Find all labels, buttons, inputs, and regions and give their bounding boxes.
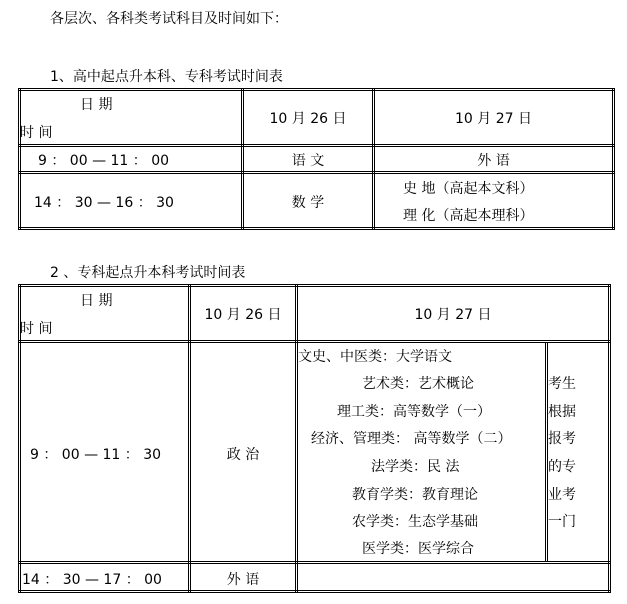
table2-subject-item: 理工类：高等数学（一） <box>337 404 491 420</box>
table2-border <box>18 561 611 562</box>
table1-border <box>18 173 615 174</box>
table2-border <box>18 342 611 343</box>
table2-row2-time: 14 ： 30 — 17 ： 00 <box>22 572 162 588</box>
table2-header-date: 日 期 <box>80 293 113 309</box>
table2-border <box>608 284 609 593</box>
table1-row1-day2: 外 语 <box>477 153 510 169</box>
intro-text: 各层次、各科类考试科目及时间如下： <box>50 11 288 27</box>
table1-row2-day2-line1: 史 地（高起本文科） <box>403 181 534 197</box>
table2-border <box>18 590 611 591</box>
table1-row2-day1: 数 学 <box>291 195 325 211</box>
table2-border <box>18 592 611 593</box>
table2-border <box>545 342 546 562</box>
table1-header-date: 日 期 <box>80 97 113 113</box>
table2-border <box>188 284 189 593</box>
table1-border <box>372 88 373 230</box>
table2-border <box>18 563 611 564</box>
table2-border <box>190 284 191 593</box>
table2-note-line: 一门 <box>548 514 576 530</box>
table2-note-line: 的专 <box>548 459 576 475</box>
table1-header-oct27: 10 月 27 日 <box>455 111 532 127</box>
table1-row2-time: 14 ： 30 — 16 ： 30 <box>34 195 174 211</box>
table1-border <box>18 88 615 89</box>
table2-border <box>297 284 298 593</box>
table1-border <box>241 88 242 230</box>
table1-border <box>18 146 615 147</box>
table2-subject-item: 艺术类：艺术概论 <box>362 376 474 392</box>
table1-border <box>18 171 615 172</box>
table1-border <box>18 144 615 145</box>
table1-border <box>20 88 21 230</box>
table2-subject-item: 文史、中医类：大学语文 <box>298 349 452 365</box>
table2-header-oct27: 10 月 27 日 <box>414 307 492 323</box>
table1-border <box>614 88 615 230</box>
table1-border <box>18 227 615 228</box>
table2-note-line: 根据 <box>548 404 576 420</box>
table2-subject-item: 教育学类：教育理论 <box>352 487 478 503</box>
table2-border <box>18 286 611 287</box>
table2-border <box>18 340 611 341</box>
table2-header-time: 时 间 <box>20 321 53 337</box>
table2-subject-item: 法学类：民 法 <box>371 459 460 475</box>
table2-note-line: 报考 <box>548 431 576 447</box>
table1-border <box>612 88 613 230</box>
table2-row1-time: 9 ： 00 — 11 ： 30 <box>30 447 162 463</box>
table2-subject-item: 农学类：生态学基础 <box>352 514 478 530</box>
table2-note-line: 业考 <box>548 487 576 503</box>
table2-row1-day1: 政 治 <box>226 447 260 463</box>
table1-caption: 1、高中起点升本科、专科考试时间表 <box>50 69 283 85</box>
table2-caption: 2 、专科起点升本科考试时间表 <box>50 265 246 281</box>
table2-subject-item: 经济、管理类： 高等数学（二） <box>311 431 512 447</box>
table1-border <box>18 229 615 230</box>
table2-note-line: 考生 <box>548 376 576 392</box>
table1-row2-day2-line2: 理 化（高起本理科） <box>403 208 534 224</box>
table2-border <box>610 284 611 593</box>
table1-header-time: 时 间 <box>20 125 53 141</box>
table1-border <box>18 90 615 91</box>
table1-header-oct26: 10 月 26 日 <box>269 111 347 127</box>
table1-row1-day1: 语 文 <box>291 153 325 169</box>
table2-row2-day1: 外 语 <box>226 572 260 588</box>
table1-border <box>18 88 19 230</box>
table2-border <box>18 284 611 285</box>
table2-border <box>18 284 19 593</box>
table2-subject-item: 医学类：医学综合 <box>362 541 474 557</box>
table2-border <box>295 284 296 593</box>
table2-header-oct26: 10 月 26 日 <box>204 307 282 323</box>
table1-row1-time: 9 ： 00 — 11 ： 00 <box>38 153 170 169</box>
